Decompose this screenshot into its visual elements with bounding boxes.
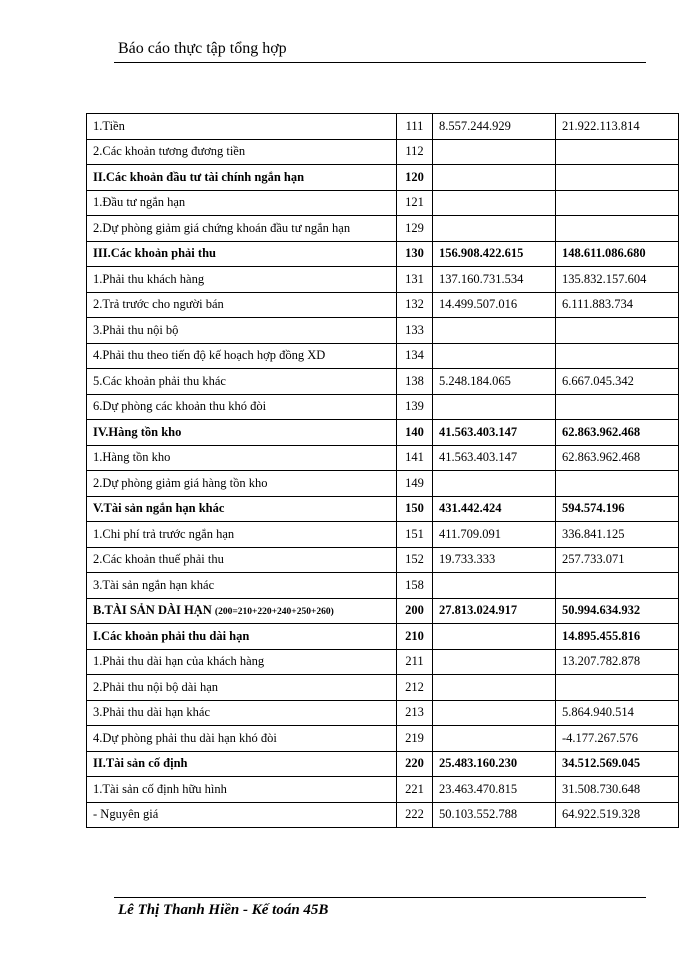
row-item-name: [87, 649, 397, 675]
row-value-end-of-period: [433, 190, 556, 216]
row-item-label: 2.Phải thu nội bộ dài hạn: [93, 679, 218, 694]
row-value-end-of-period: 156.908.422.615: [433, 241, 556, 267]
table-row: [87, 369, 679, 395]
row-item-name: [87, 700, 397, 726]
row-item-code: 152: [397, 547, 433, 573]
row-item-name: [87, 190, 397, 216]
row-value-beginning-of-period: 31.508.730.648: [556, 777, 679, 803]
row-value-beginning-of-period: 5.864.940.514: [556, 700, 679, 726]
row-item-code: 211: [397, 649, 433, 675]
row-item-name: [87, 675, 397, 701]
footer-author: Lê Thị Thanh Hiền - Kế toán 45B: [118, 902, 329, 918]
row-value-beginning-of-period: 21.922.113.814: [556, 114, 679, 140]
row-item-label: 1.Đầu tư ngắn hạn: [93, 195, 186, 210]
row-value-beginning-of-period: [556, 216, 679, 242]
table-row: [87, 624, 679, 650]
table-row: [87, 292, 679, 318]
table-row: [87, 241, 679, 267]
row-value-end-of-period: 25.483.160.230: [433, 751, 556, 777]
table-row: [87, 114, 679, 140]
table-row: [87, 802, 679, 828]
row-item-code: 200: [397, 598, 433, 624]
row-item-label: 3.Phải thu dài hạn khác: [93, 705, 210, 720]
row-value-beginning-of-period: 62.863.962.468: [556, 445, 679, 471]
row-value-beginning-of-period: [556, 318, 679, 344]
row-value-beginning-of-period: 6.111.883.734: [556, 292, 679, 318]
row-value-end-of-period: 27.813.024.917: [433, 598, 556, 624]
row-item-code: 141: [397, 445, 433, 471]
row-value-end-of-period: [433, 394, 556, 420]
row-item-code: 130: [397, 241, 433, 267]
header-divider: [114, 62, 646, 63]
row-value-beginning-of-period: [556, 165, 679, 191]
row-value-end-of-period: [433, 726, 556, 752]
row-item-name: [87, 445, 397, 471]
row-item-label: 2.Các khoản tương đương tiền: [93, 144, 246, 159]
row-item-code: 120: [397, 165, 433, 191]
row-item-code: 212: [397, 675, 433, 701]
row-value-end-of-period: 5.248.184.065: [433, 369, 556, 395]
row-item-code: 149: [397, 471, 433, 497]
row-item-label: 1.Hàng tồn kho: [93, 450, 171, 465]
row-value-end-of-period: 411.709.091: [433, 522, 556, 548]
row-item-label: - Nguyên giá: [93, 807, 159, 822]
row-value-end-of-period: 137.160.731.534: [433, 267, 556, 293]
row-value-beginning-of-period: 135.832.157.604: [556, 267, 679, 293]
table-row: [87, 190, 679, 216]
row-item-name: [87, 165, 397, 191]
row-item-label: 6.Dự phòng các khoản thu khó đòi: [93, 399, 267, 414]
table-row: [87, 165, 679, 191]
row-value-beginning-of-period: 62.863.962.468: [556, 420, 679, 446]
table-row: [87, 420, 679, 446]
table-row: [87, 522, 679, 548]
row-item-code: 219: [397, 726, 433, 752]
row-value-beginning-of-period: [556, 471, 679, 497]
row-item-code: 158: [397, 573, 433, 599]
row-item-code: 111: [397, 114, 433, 140]
row-value-end-of-period: [433, 573, 556, 599]
row-item-code: 112: [397, 139, 433, 165]
row-item-label: V.Tài sản ngắn hạn khác: [93, 501, 225, 516]
row-value-beginning-of-period: -4.177.267.576: [556, 726, 679, 752]
row-value-end-of-period: 23.463.470.815: [433, 777, 556, 803]
row-value-beginning-of-period: 64.922.519.328: [556, 802, 679, 828]
row-item-label: 3.Tài sản ngắn hạn khác: [93, 577, 215, 592]
row-item-label: 2.Trả trước cho người bán: [93, 297, 224, 312]
row-value-beginning-of-period: [556, 139, 679, 165]
footer-divider: [114, 897, 646, 898]
row-item-code: 213: [397, 700, 433, 726]
row-item-label: 1.Chi phí trả trước ngắn hạn: [93, 526, 235, 541]
row-value-beginning-of-period: 257.733.071: [556, 547, 679, 573]
row-value-beginning-of-period: 14.895.455.816: [556, 624, 679, 650]
row-item-name: [87, 726, 397, 752]
row-item-name: [87, 216, 397, 242]
row-value-end-of-period: [433, 700, 556, 726]
row-item-name: [87, 139, 397, 165]
row-item-label: 2.Các khoản thuế phải thu: [93, 552, 224, 567]
row-value-beginning-of-period: 594.574.196: [556, 496, 679, 522]
row-value-end-of-period: [433, 343, 556, 369]
row-item-name: [87, 573, 397, 599]
row-item-label: B.TÀI SẢN DÀI HẠN: [93, 603, 212, 618]
row-value-end-of-period: 431.442.424: [433, 496, 556, 522]
row-value-end-of-period: [433, 139, 556, 165]
row-item-label: 4.Phải thu theo tiến độ kế hoạch hợp đồng XD: [93, 348, 326, 363]
row-item-name: [87, 547, 397, 573]
row-value-end-of-period: 50.103.552.788: [433, 802, 556, 828]
row-item-code: 133: [397, 318, 433, 344]
row-item-name: [87, 777, 397, 803]
row-value-beginning-of-period: 13.207.782.878: [556, 649, 679, 675]
row-item-code: 210: [397, 624, 433, 650]
row-item-name: [87, 292, 397, 318]
row-value-beginning-of-period: [556, 573, 679, 599]
row-value-end-of-period: [433, 318, 556, 344]
row-value-beginning-of-period: 6.667.045.342: [556, 369, 679, 395]
row-value-beginning-of-period: 148.611.086.680: [556, 241, 679, 267]
row-item-code: 132: [397, 292, 433, 318]
row-item-label: I.Các khoản phải thu dài hạn: [93, 628, 250, 643]
row-item-code: 138: [397, 369, 433, 395]
row-item-label: 2.Dự phòng giảm giá chứng khoán đầu tư ngắn hạn: [93, 220, 351, 235]
table-row: [87, 700, 679, 726]
table-row: [87, 445, 679, 471]
row-value-end-of-period: [433, 675, 556, 701]
row-item-code: 221: [397, 777, 433, 803]
row-item-name: [87, 343, 397, 369]
table-row: [87, 726, 679, 752]
row-item-label: IV.Hàng tồn kho: [93, 424, 182, 439]
row-value-beginning-of-period: [556, 190, 679, 216]
row-item-label: 1.Phải thu khách hàng: [93, 271, 205, 286]
row-item-code: 139: [397, 394, 433, 420]
table-row: [87, 139, 679, 165]
row-item-label: II.Các khoản đầu tư tài chính ngắn hạn: [93, 169, 305, 184]
row-item-name: [87, 496, 397, 522]
table-row: [87, 573, 679, 599]
row-item-label: 1.Tài sản cố định hữu hình: [93, 781, 227, 796]
row-item-name: [87, 802, 397, 828]
row-value-end-of-period: [433, 165, 556, 191]
row-item-name: [87, 267, 397, 293]
row-value-end-of-period: [433, 216, 556, 242]
table-row: [87, 777, 679, 803]
row-value-end-of-period: 19.733.333: [433, 547, 556, 573]
row-value-end-of-period: [433, 471, 556, 497]
table-row: [87, 649, 679, 675]
table-row: [87, 751, 679, 777]
table-row: [87, 394, 679, 420]
table-row: [87, 547, 679, 573]
table-row: [87, 675, 679, 701]
table-row: [87, 267, 679, 293]
row-item-name: [87, 369, 397, 395]
row-item-code: 140: [397, 420, 433, 446]
row-item-label: 1.Tiền: [93, 118, 125, 133]
table-row: [87, 318, 679, 344]
row-item-code: 134: [397, 343, 433, 369]
row-value-beginning-of-period: [556, 394, 679, 420]
row-item-name: [87, 751, 397, 777]
row-item-code: 131: [397, 267, 433, 293]
row-item-label: 2.Dự phòng giảm giá hàng tồn kho: [93, 475, 268, 490]
table-row: [87, 471, 679, 497]
row-item-code: 220: [397, 751, 433, 777]
row-item-formula: (200=210+220+240+250+260): [214, 607, 334, 618]
row-item-code: 222: [397, 802, 433, 828]
row-item-name: [87, 624, 397, 650]
row-value-beginning-of-period: 50.994.634.932: [556, 598, 679, 624]
row-item-name: [87, 114, 397, 140]
row-value-beginning-of-period: 336.841.125: [556, 522, 679, 548]
row-item-code: 150: [397, 496, 433, 522]
row-item-name: [87, 394, 397, 420]
table-row: [87, 216, 679, 242]
balance-sheet-table: [86, 113, 679, 828]
row-item-code: 151: [397, 522, 433, 548]
row-item-name: [87, 241, 397, 267]
row-value-end-of-period: [433, 649, 556, 675]
row-item-label: 3.Phải thu nội bộ: [93, 322, 179, 337]
row-item-name: [87, 471, 397, 497]
row-value-end-of-period: 41.563.403.147: [433, 420, 556, 446]
row-item-label: II.Tài sản cố định: [93, 756, 188, 771]
row-item-label: 1.Phải thu dài hạn của khách hàng: [93, 654, 265, 669]
row-item-label: 5.Các khoản phải thu khác: [93, 373, 226, 388]
row-item-name: [87, 522, 397, 548]
table-row: [87, 598, 679, 624]
table-row: [87, 343, 679, 369]
row-value-end-of-period: 14.499.507.016: [433, 292, 556, 318]
row-item-label: 4.Dự phòng phải thu dài hạn khó đòi: [93, 730, 277, 745]
row-item-code: 121: [397, 190, 433, 216]
row-item-code: 129: [397, 216, 433, 242]
page-header-title: Báo cáo thực tập tổng hợp: [118, 40, 287, 57]
row-item-name: [87, 598, 397, 624]
row-item-label: III.Các khoản phải thu: [93, 246, 216, 261]
row-item-name: [87, 420, 397, 446]
row-value-end-of-period: 41.563.403.147: [433, 445, 556, 471]
balance-sheet-body: [87, 114, 679, 828]
row-item-name: [87, 318, 397, 344]
row-value-beginning-of-period: 34.512.569.045: [556, 751, 679, 777]
row-value-end-of-period: 8.557.244.929: [433, 114, 556, 140]
table-row: [87, 496, 679, 522]
row-value-beginning-of-period: [556, 343, 679, 369]
row-value-beginning-of-period: [556, 675, 679, 701]
row-value-end-of-period: [433, 624, 556, 650]
